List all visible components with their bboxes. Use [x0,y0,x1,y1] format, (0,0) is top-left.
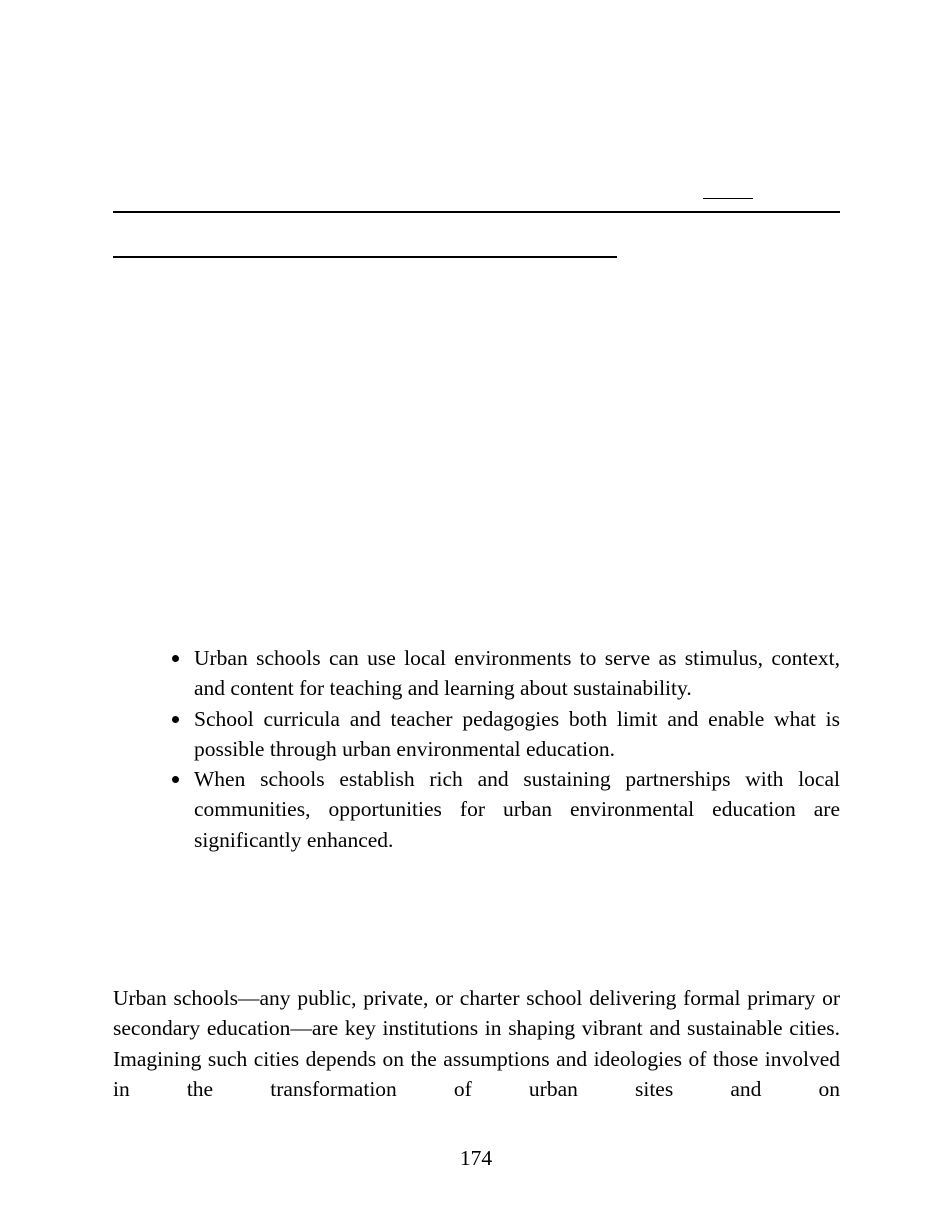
list-item [194,764,840,855]
horizontal-rule [113,211,840,213]
bullet-icon [172,716,179,723]
bullet-icon [172,776,179,783]
list-item [194,704,840,765]
page-number: 174 [459,1146,493,1170]
body-paragraph: Urban schools—any public, private, or charter school delivering formal primary or secondary education—are key institutions in shaping vibrant and sustainable cities. Imagining such cities depends on the assumptions and ideologies of those involved in the transformation of urban sites and on [113,986,840,1101]
horizontal-rule [113,256,617,258]
list-item-text: Urban schools can use local environments to serve as stimulus, context, and content for teaching and learning about sustainability. [194,646,840,701]
list-item [194,643,840,704]
key-points-list [194,643,840,855]
list-item-text: School curricula and teacher pedagogies both limit and enable what is possible through urban environmental education. [194,706,840,761]
list-item-text: When schools establish rich and sustaining partnerships with local communities, opportunities for urban environmental education are significantly enhanced. [194,767,840,852]
bullet-icon [172,655,179,662]
short-rule [703,198,753,199]
